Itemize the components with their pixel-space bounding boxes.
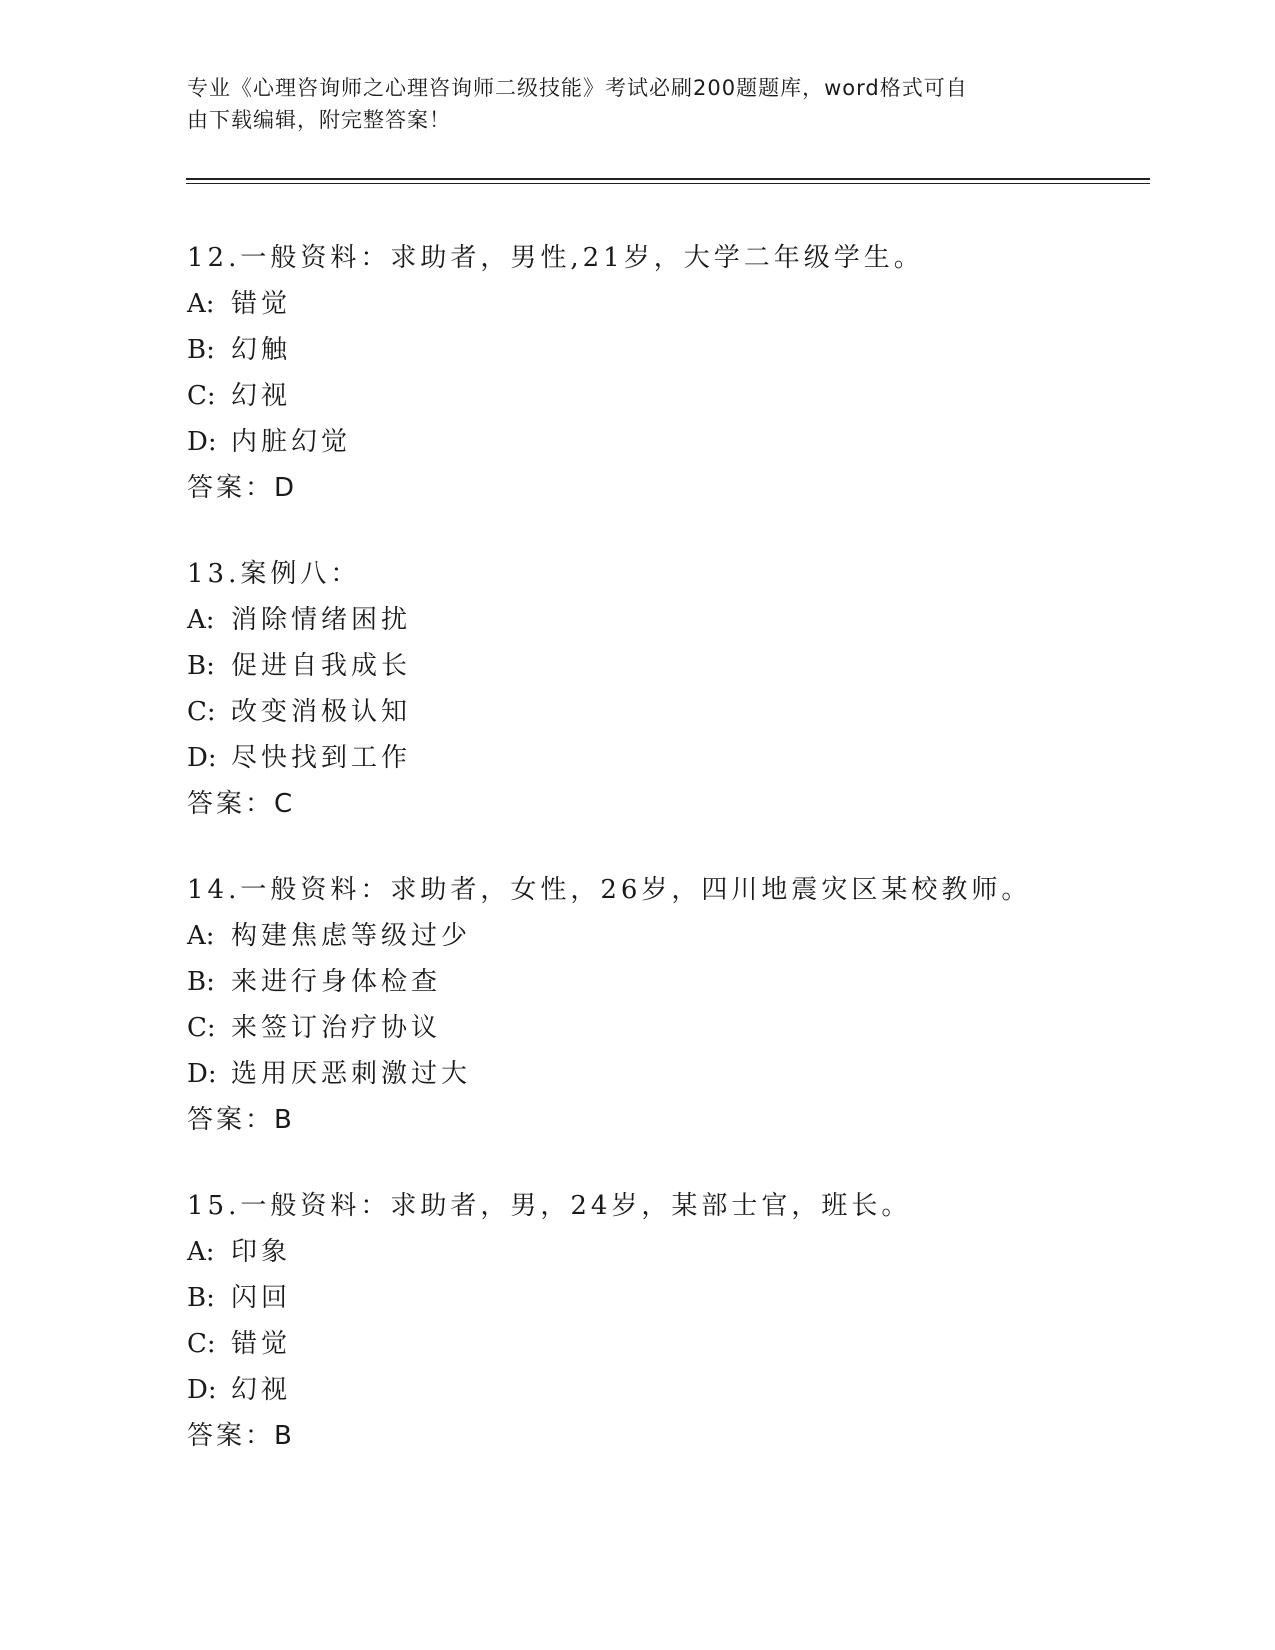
option-c bbox=[187, 1321, 1187, 1367]
header-divider-thick bbox=[186, 178, 1150, 180]
question-title: 12.一般资料：求助者，男性,21岁，大学二年级学生。 bbox=[187, 243, 924, 273]
option-key: B: bbox=[187, 335, 215, 365]
option-key: C: bbox=[187, 1329, 216, 1359]
option-b bbox=[187, 1275, 1187, 1321]
answer-label: 答案： bbox=[187, 473, 275, 503]
answer-value: D bbox=[274, 473, 296, 503]
option-key: C: bbox=[187, 697, 216, 727]
answer-value: B bbox=[274, 1105, 293, 1135]
option-d bbox=[187, 1367, 1187, 1413]
option-key: B: bbox=[187, 1283, 215, 1313]
question-14 bbox=[187, 867, 1187, 1143]
option-key: C: bbox=[187, 1013, 216, 1043]
header-line-1: 专业《心理咨询师之心理咨询师二级技能》考试必刷200题题库，word格式可自 bbox=[187, 76, 968, 100]
option-c bbox=[187, 373, 1187, 419]
option-key: A: bbox=[187, 289, 215, 319]
option-text: 来签订治疗协议 bbox=[231, 1013, 442, 1043]
option-key: D: bbox=[187, 1059, 217, 1089]
option-a bbox=[187, 913, 1187, 959]
option-c bbox=[187, 689, 1187, 735]
answer-value: C bbox=[274, 789, 294, 819]
option-key: C: bbox=[187, 381, 216, 411]
question-title: 15.一般资料：求助者，男，24岁，某部士官，班长。 bbox=[187, 1191, 912, 1221]
option-text: 改变消极认知 bbox=[231, 697, 412, 727]
option-text: 来进行身体检查 bbox=[231, 967, 442, 997]
option-key: B: bbox=[187, 967, 215, 997]
option-text: 幻视 bbox=[231, 1375, 292, 1405]
answer-label: 答案： bbox=[187, 1421, 275, 1451]
option-key: D: bbox=[187, 427, 217, 457]
document-header bbox=[187, 72, 1067, 136]
option-a bbox=[187, 1229, 1187, 1275]
option-key: A: bbox=[187, 921, 215, 951]
option-text: 促进自我成长 bbox=[231, 651, 412, 681]
question-12 bbox=[187, 235, 1187, 511]
question-title: 14.一般资料：求助者，女性，26岁，四川地震灾区某校教师。 bbox=[187, 875, 1032, 905]
header-line-2: 由下载编辑，附完整答案！ bbox=[187, 108, 451, 132]
option-text: 错觉 bbox=[231, 1329, 292, 1359]
option-key: A: bbox=[187, 605, 215, 635]
option-b bbox=[187, 643, 1187, 689]
option-c bbox=[187, 1005, 1187, 1051]
option-d bbox=[187, 735, 1187, 781]
answer-label: 答案： bbox=[187, 789, 275, 819]
option-text: 幻视 bbox=[231, 381, 292, 411]
answer-line bbox=[187, 465, 1187, 511]
option-a bbox=[187, 597, 1187, 643]
answer-line bbox=[187, 1097, 1187, 1143]
option-key: A: bbox=[187, 1237, 215, 1267]
option-text: 印象 bbox=[231, 1237, 292, 1267]
option-d bbox=[187, 419, 1187, 465]
option-text: 构建焦虑等级过少 bbox=[231, 921, 472, 951]
answer-line bbox=[187, 781, 1187, 827]
option-key: D: bbox=[187, 743, 217, 773]
question-13 bbox=[187, 551, 1187, 827]
answer-value: B bbox=[274, 1421, 293, 1451]
question-15 bbox=[187, 1183, 1187, 1459]
header-divider-thin bbox=[186, 183, 1150, 184]
option-text: 闪回 bbox=[231, 1283, 292, 1313]
option-text: 幻触 bbox=[231, 335, 292, 365]
answer-label: 答案： bbox=[187, 1105, 275, 1135]
option-b bbox=[187, 327, 1187, 373]
option-d bbox=[187, 1051, 1187, 1097]
option-b bbox=[187, 959, 1187, 1005]
option-text: 错觉 bbox=[231, 289, 292, 319]
option-a bbox=[187, 281, 1187, 327]
option-key: B: bbox=[187, 651, 215, 681]
option-text: 内脏幻觉 bbox=[231, 427, 352, 457]
option-key: D: bbox=[187, 1375, 217, 1405]
answer-line bbox=[187, 1413, 1187, 1459]
option-text: 消除情绪困扰 bbox=[231, 605, 412, 635]
option-text: 选用厌恶刺激过大 bbox=[231, 1059, 472, 1089]
question-title: 13.案例八： bbox=[187, 559, 361, 589]
option-text: 尽快找到工作 bbox=[231, 743, 412, 773]
